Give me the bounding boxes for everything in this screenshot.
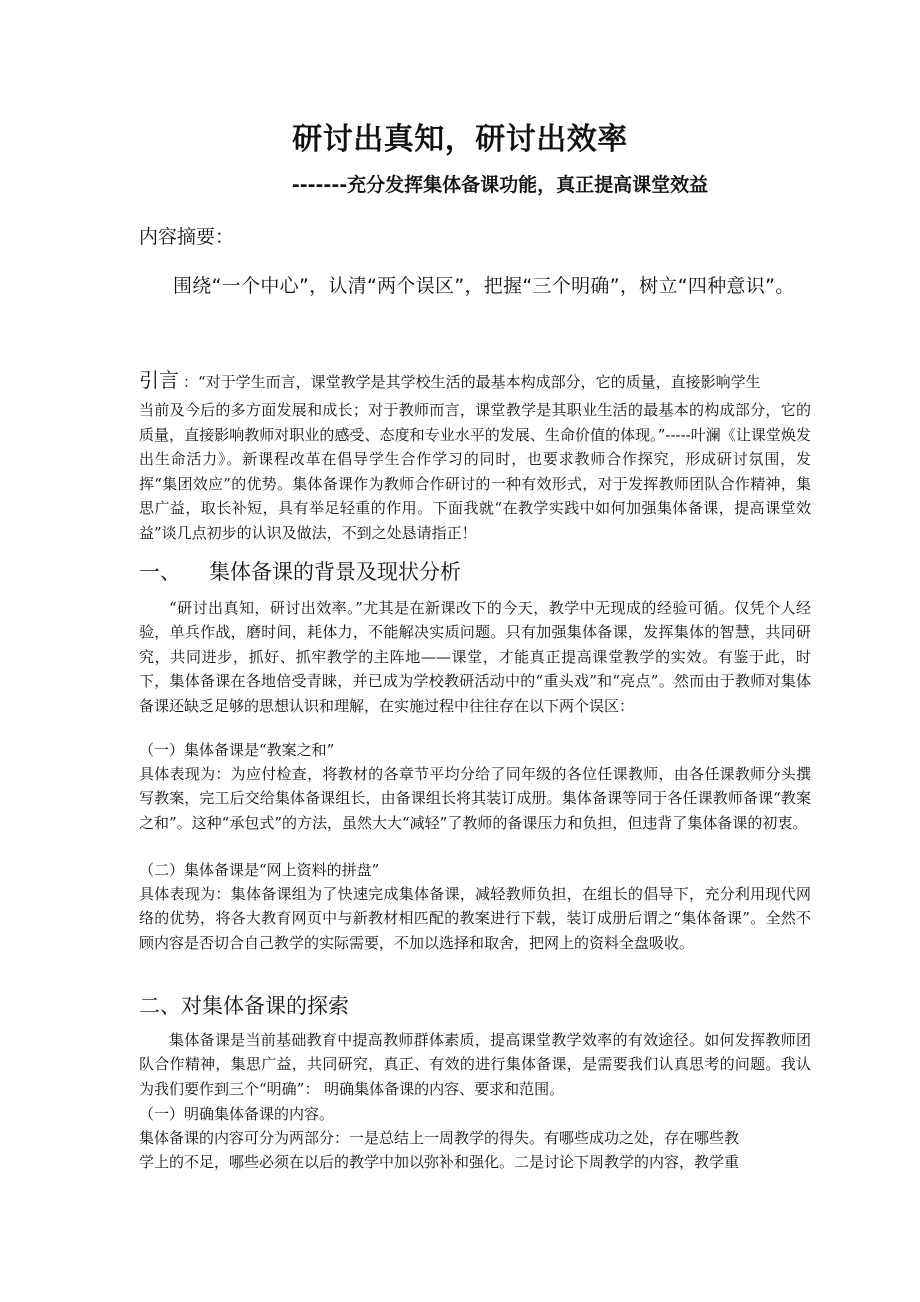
sub3-text: [139, 1126, 811, 1175]
intro-paragraph: [139, 362, 811, 545]
section1-paragraph: “研讨出真知，研讨出效率。”尤其是在新课改下的今天，教学中无现成的经验可循。仅凭个人经验，单兵作战，磨时间，耗体力，不能解决实质问题。只有加强集体备课，发挥集体的智慧，共同研究，共同进步，抓好、抓牢教学的主阵地——课堂，才能真正提高课堂教学的实效。有鉴于此，时下，集体备课在各地倍受青睐，并已成为学校教研活动中的“重头戏”和“亮点”。然而由于教师对集体备课还缺乏足够的思想认识和理解，在实施过程中往往存在以下两个误区：: [139, 599, 811, 715]
abstract-text: 围绕“一个中心”，认清“两个误区”，把握“三个明确”，树立“四种意识”。: [173, 275, 795, 297]
abstract-heading: 内容摘要：: [139, 226, 235, 248]
sub2-heading: （二）集体备课是“网上资料的拼盘”: [139, 861, 380, 879]
section1-number: 一、: [139, 560, 181, 584]
intro-lead: 引言: [139, 368, 179, 392]
sub3-line-2: 学上的不足，哪些必须在以后的教学中加以弥补和强化。二是讨论下周教学的内容，教学重: [139, 1153, 740, 1172]
sub1-heading: （一）集体备课是“教案之和”: [139, 741, 335, 759]
intro-first-line: [139, 362, 811, 398]
sub1-text: 具体表现为：为应付检查，将教材的各章节平均分给了同年级的各位任课教师，由各任课教师分头撰写教案，完工后交给集体备课组长，由备课组长将其装订成册。集体备课等同于各任课教师备课“教案之和”。这种“承包式”的方法，虽然大大“减轻”了教师的备课压力和负担，但违背了集体备课的初衷。: [139, 765, 811, 832]
section2-heading: 二、对集体备课的探索: [139, 994, 349, 1018]
sub3-line-1: 集体备课的内容可分为两部分：一是总结上一周教学的得失。有哪些成功之处，存在哪些教: [139, 1129, 740, 1147]
doc-subtitle: -------充分发挥集体备课功能，真正提高课堂效益: [291, 174, 709, 196]
sub3-heading: （一）明确集体备课的内容。: [139, 1105, 335, 1123]
section1-heading: [139, 556, 461, 586]
doc-title: 研讨出真知，研讨出效率: [292, 122, 628, 157]
sub2-text: 具体表现为：集体备课组为了快速完成集体备课，减轻教师负担，在组长的倡导下，充分利用现代网络的优势，将各大教育网页中与新教材相匹配的教案进行下载，装订成册后谓之“集体备课”。全然不顾内容是否切合自己教学的实际需要，不加以选择和取舍，把网上的资料全盘吸收。: [139, 885, 811, 952]
intro-rest-text: 当前及今后的多方面发展和成长；对于教师而言，课堂教学是其职业生活的最基本的构成部分，它的质量，直接影响教师对职业的感受、态度和专业水平的发展、生命价值的体现。”-----叶澜《让课堂焕发出生命活力》。新课程改革在倡导学生合作学习的同时，也要求教师合作探究，形成研讨氛围，发挥“集团效应”的优势。集体备课作为教师合作研讨的一种有效形式，对于发挥教师团队合作精神，集思广益，取长补短，具有举足轻重的作用。下面我就“在教学实践中如何加强集体备课，提高课堂效益”谈几点初步的认识及做法，不到之处恳请指正！: [139, 401, 811, 542]
intro-first-text: ：“对于学生而言，课堂教学是其学校生活的最基本构成部分，它的质量，直接影响学生: [183, 373, 761, 391]
section2-paragraph: 集体备课是当前基础教育中提高教师群体素质，提高课堂教学效率的有效途径。如何发挥教师团队合作精神，集思广益，共同研究，真正、有效的进行集体备课，是需要我们认真思考的问题。我认为我们要作到三个“明确”： 明确集体备课的内容、要求和范围。: [139, 1031, 811, 1098]
section1-title: 集体备课的背景及现状分析: [209, 560, 461, 584]
